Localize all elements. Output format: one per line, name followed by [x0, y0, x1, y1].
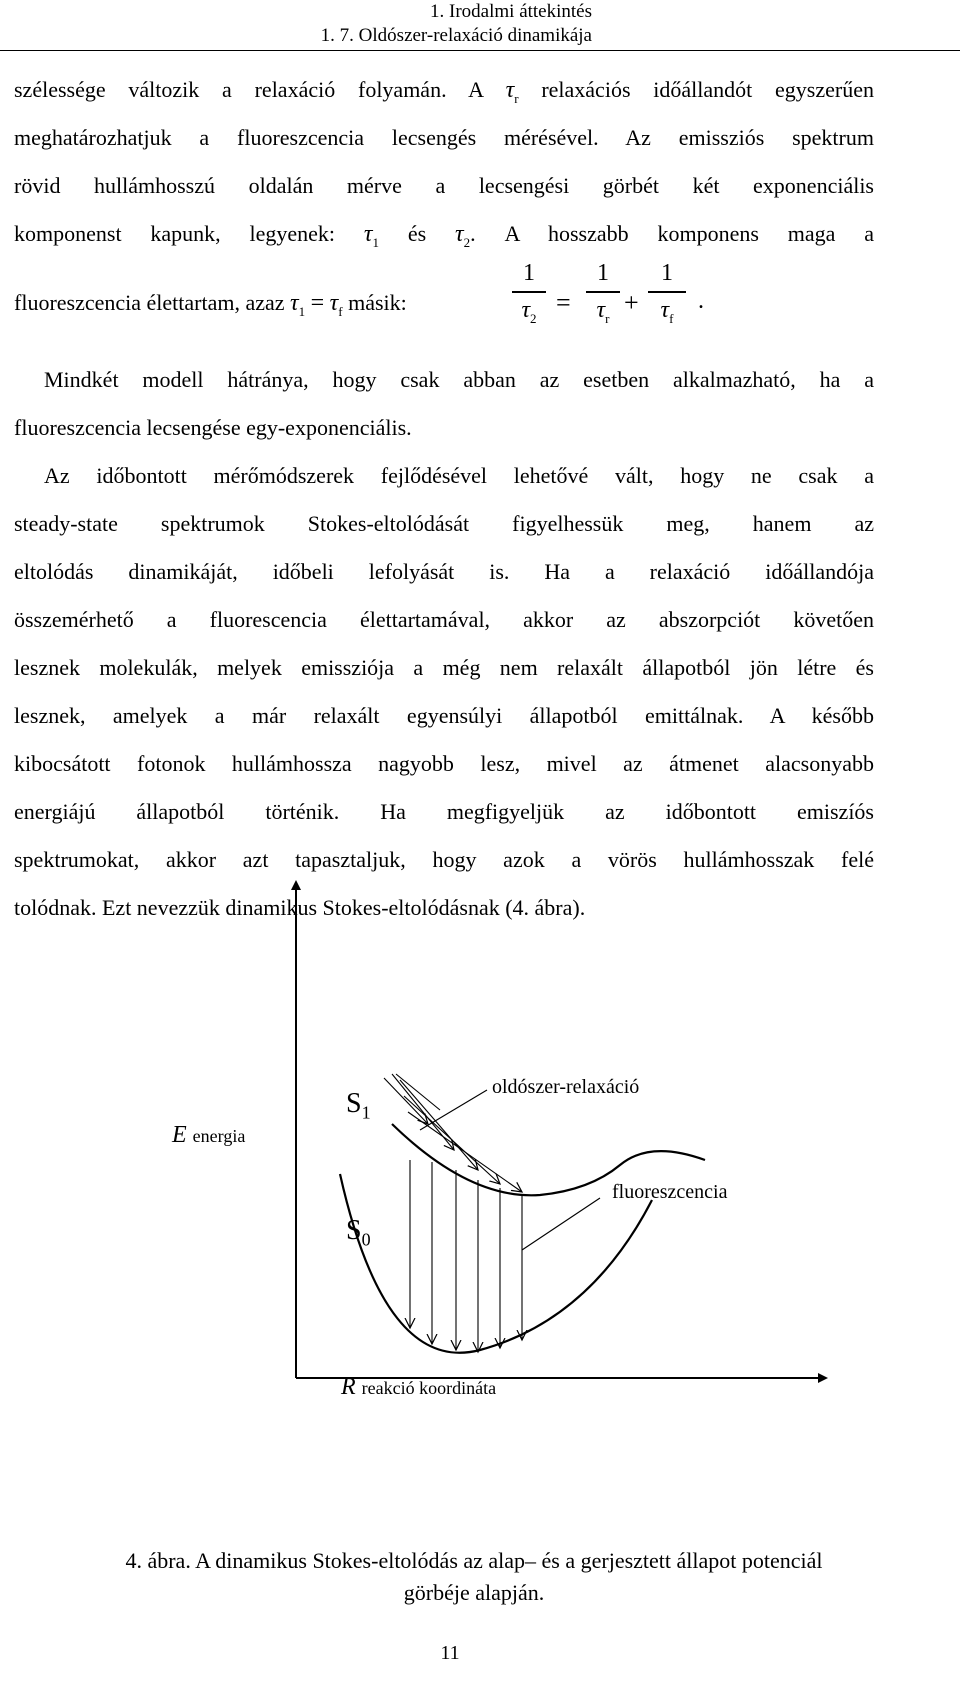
para1-line4: komponenst kapunk, legyenek: $\tau_1$ és $\tau_2$. A hosszabb komponens maga a: [14, 221, 874, 250]
fluorescence-label: fluoreszcencia: [612, 1181, 728, 1203]
header-chapter: 1. Irodalmi áttekintés: [430, 1, 592, 22]
para3-line5: lesznek molekulák, melyek emissziója a még nem relaxált állapotból jön létre és: [14, 655, 874, 680]
formula-plus: +: [624, 288, 639, 317]
para3-line2: steady-state spektrumok Stokes-eltolódását figyelhessük meg, hanem az: [14, 511, 874, 536]
figure-caption: [14, 1545, 934, 1609]
fraction-taur: 1 $\tau_r$: [586, 260, 620, 326]
solvent-relaxation-label: oldószer-relaxáció: [492, 1076, 640, 1098]
caption-line2: görbéje alapján.: [403, 1580, 545, 1605]
header-section: 1. 7. Oldószer-relaxáció dinamikája: [320, 25, 592, 46]
para2-line2: fluoreszcencia lecsengése egy-exponenciális.: [14, 415, 412, 440]
ground-state-curve: [340, 1174, 652, 1353]
para1-line2: meghatározhatjuk a fluoreszcencia lecsengés mérésével. Az emissziós spektrum: [14, 125, 874, 150]
formula-period: .: [698, 288, 704, 314]
para3-line6: lesznek, amelyek a már relaxált egyensúlyi állapotból emittálnak. A később: [14, 703, 874, 728]
formula-intro: fluoreszcencia élettartam, azaz $\tau_1 = \tau_f$ másik:: [14, 290, 407, 319]
caption-line1: 4. ábra. A dinamikus Stokes-eltolódás az alap– és a gerjesztett állapot potenciál: [125, 1548, 823, 1573]
para1-line3: rövid hullámhosszú oldalán mérve a lecsengési görbét két exponenciális: [14, 173, 874, 198]
para3-line3: eltolódás dinamikáját, időbeli lefolyását is. Ha a relaxáció időállandója: [14, 559, 874, 584]
fraction-tau2: 1 $\tau_2$: [512, 260, 546, 326]
fluorescence-pointer: [522, 1198, 600, 1250]
reaction-coordinate-label: R reakció koordináta: [341, 1374, 497, 1400]
para1-line1: szélessége változik a relaxáció folyamán. A $\tau_r$ relaxációs időállandót egyszerűen: [14, 77, 874, 106]
para3-line1: Az időbontott mérőmódszerek fejlődésével lehetővé vált, hogy ne csak a: [44, 463, 874, 488]
para3-line4: összemérhető a fluorescencia élettartamával, akkor az abszorpciót követően: [14, 607, 874, 632]
energy-label: E energia: [172, 1122, 246, 1148]
para3-line8: energiájú állapotból történik. Ha megfigyeljük az időbontott emiszíós: [14, 799, 874, 824]
para3-line10: tolódnak. Ezt nevezzük dinamikus Stokes-eltolódásnak (4. ábra).: [14, 895, 586, 920]
fraction-tauf: 1 $\tau_f$: [648, 260, 686, 326]
relaxation-pointer: [420, 1090, 487, 1130]
para2-line1: Mindkét modell hátránya, hogy csak abban az esetben alkalmazható, ha a: [44, 367, 874, 392]
formula-equals: =: [556, 288, 571, 317]
s1-label: $S_1$: [346, 1088, 371, 1123]
s0-label: $S_0$: [346, 1215, 371, 1250]
fluorescence-arrows: [410, 1160, 522, 1352]
para3-line9: spektrumokat, akkor azt tapasztaljuk, hogy azok a vörös hullámhosszak felé: [14, 847, 874, 872]
para3-line7: kibocsátott fotonok hullámhossza nagyobb lesz, mivel az átmenet alacsonyabb: [14, 751, 874, 776]
page-number: 11: [440, 1642, 460, 1664]
